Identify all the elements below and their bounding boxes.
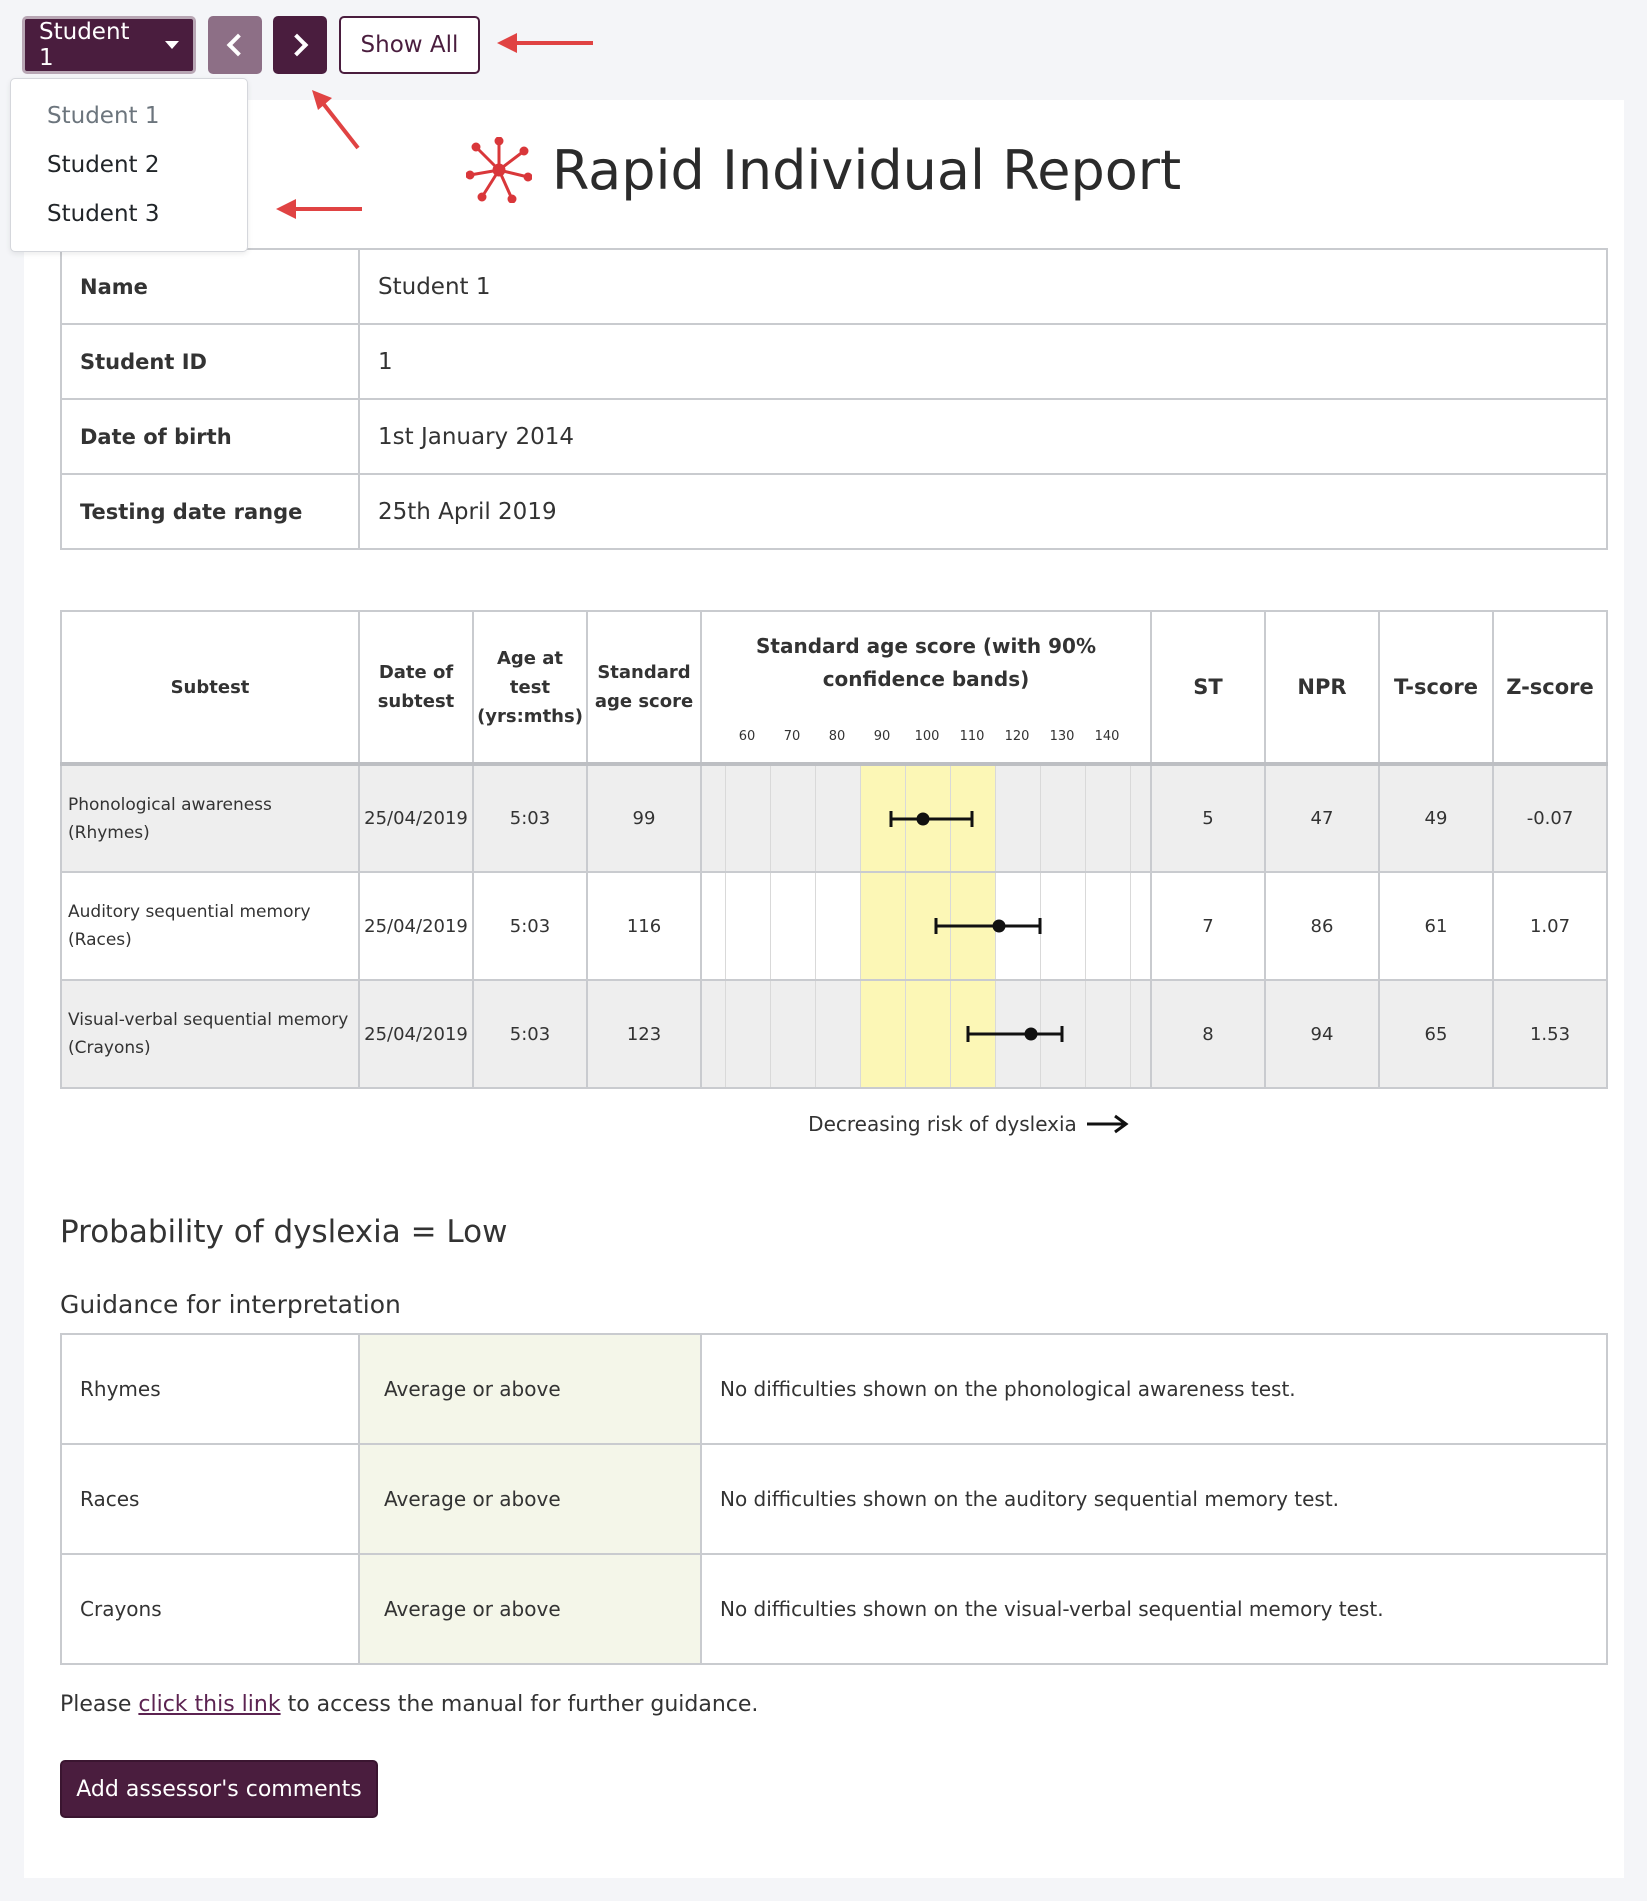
guidance-level: Average or above <box>359 1554 701 1664</box>
chart-gridline <box>770 873 771 979</box>
chart-title: Standard age score (with 90% confidence bands) <box>756 634 1096 691</box>
table-row <box>61 1334 1607 1444</box>
chart-tick-label: 120 <box>1004 729 1030 744</box>
npr-value: 94 <box>1265 980 1379 1088</box>
dropdown-item-student-1[interactable]: Student 1 <box>47 102 160 129</box>
asterisk-network-icon <box>466 137 532 203</box>
header-subtest: Subtest <box>61 611 359 764</box>
st-value: 8 <box>1151 980 1265 1088</box>
scores-header-row <box>61 611 1607 764</box>
info-row-name <box>61 249 1607 324</box>
tscore-value: 61 <box>1379 872 1493 980</box>
score-point <box>916 812 929 825</box>
report-title-text: Rapid Individual Report <box>551 138 1182 202</box>
subtest-date: 25/04/2019 <box>359 872 473 980</box>
chart-gridline <box>1130 981 1131 1087</box>
chart-gridline <box>815 873 816 979</box>
chart-tick-label: 110 <box>959 729 985 744</box>
zscore-value: 1.07 <box>1493 872 1607 980</box>
info-value: Student 1 <box>359 249 1607 324</box>
confidence-interval-cap <box>890 811 893 827</box>
chart-tick-label: 130 <box>1049 729 1075 744</box>
info-value: 1 <box>359 324 1607 399</box>
chart-gridline <box>725 766 726 871</box>
risk-caption-text: Decreasing risk of dyslexia <box>808 1112 1077 1136</box>
confidence-interval-cap <box>966 1026 969 1042</box>
confidence-band-cell <box>701 980 1151 1088</box>
confidence-interval-cap <box>935 918 938 934</box>
manual-text-before: Please <box>60 1692 139 1717</box>
confidence-interval-cap <box>1038 918 1041 934</box>
chart-gridline <box>995 766 996 871</box>
confidence-interval-line <box>891 817 972 820</box>
header-npr: NPR <box>1265 611 1379 764</box>
chart-tick-label: 60 <box>738 729 756 744</box>
manual-link[interactable]: click this link <box>138 1692 281 1717</box>
info-label: Name <box>61 249 359 324</box>
risk-caption <box>0 1112 1647 1136</box>
confidence-band-cell <box>701 872 1151 980</box>
chart-gridline <box>1040 766 1041 871</box>
score-point <box>1024 1028 1037 1041</box>
guidance-description: No difficulties shown on the phonological awareness test. <box>701 1334 1607 1444</box>
manual-text-after: to access the manual for further guidance. <box>280 1692 759 1717</box>
chart-gridline <box>1085 873 1086 979</box>
guidance-level: Average or above <box>359 1334 701 1444</box>
guidance-level: Average or above <box>359 1444 701 1554</box>
chart-gridline <box>860 873 861 979</box>
tscore-value: 65 <box>1379 980 1493 1088</box>
confidence-interval-line <box>936 925 1040 928</box>
student-select-label: Student 1 <box>39 19 130 71</box>
chart-gridline <box>1130 873 1131 979</box>
chart-gridline <box>1085 766 1086 871</box>
chart-gridline <box>950 981 951 1087</box>
standard-age-score: 123 <box>587 980 701 1088</box>
chart-gridline <box>725 981 726 1087</box>
guidance-subtest: Crayons <box>61 1554 359 1664</box>
info-label: Date of birth <box>61 399 359 474</box>
confidence-interval-cap <box>1061 1026 1064 1042</box>
standard-age-score: 116 <box>587 872 701 980</box>
info-label: Testing date range <box>61 474 359 549</box>
chart-gridline <box>1130 766 1131 871</box>
npr-value: 86 <box>1265 872 1379 980</box>
table-row <box>61 980 1607 1088</box>
student-select-dropdown[interactable] <box>22 16 196 74</box>
student-dropdown-menu <box>10 78 248 252</box>
age-at-test: 5:03 <box>473 980 587 1088</box>
chart-gridline <box>815 981 816 1087</box>
guidance-subtest: Rhymes <box>61 1334 359 1444</box>
chart-gridline <box>905 981 906 1087</box>
chart-gridline <box>860 766 861 871</box>
guidance-heading: Guidance for interpretation <box>60 1290 401 1319</box>
info-row-date-of-birth <box>61 399 1607 474</box>
chart-tick-label: 80 <box>828 729 846 744</box>
confidence-interval-line <box>968 1033 1063 1036</box>
chart-tick-label: 70 <box>783 729 801 744</box>
caret-down-icon <box>165 41 179 49</box>
guidance-description: No difficulties shown on the auditory sequential memory test. <box>701 1444 1607 1554</box>
chart-tick-label: 100 <box>914 729 940 744</box>
header-tscore: T-score <box>1379 611 1493 764</box>
chart-gridline <box>815 766 816 871</box>
annotation-arrow-dropdown <box>274 194 364 224</box>
info-label: Student ID <box>61 324 359 399</box>
chart-gridline <box>860 981 861 1087</box>
subtest-name: Auditory sequential memory (Races) <box>61 872 359 980</box>
subtest-date: 25/04/2019 <box>359 980 473 1088</box>
dyslexia-probability: Probability of dyslexia = Low <box>60 1214 508 1250</box>
guidance-table <box>60 1333 1608 1665</box>
chevron-right-icon <box>286 34 309 57</box>
scores-table <box>60 610 1608 1089</box>
chart-gridline <box>770 981 771 1087</box>
header-chart <box>701 611 1151 764</box>
age-at-test: 5:03 <box>473 872 587 980</box>
chart-tick-label: 140 <box>1094 729 1120 744</box>
show-all-button[interactable]: Show All <box>339 16 480 74</box>
manual-guidance-text <box>60 1692 758 1717</box>
dropdown-item-student-3[interactable]: Student 3 <box>47 200 160 227</box>
chart-gridline <box>905 873 906 979</box>
table-row <box>61 1444 1607 1554</box>
zscore-value: -0.07 <box>1493 764 1607 872</box>
score-point <box>993 920 1006 933</box>
header-st: ST <box>1151 611 1265 764</box>
subtest-date: 25/04/2019 <box>359 764 473 872</box>
npr-value: 47 <box>1265 764 1379 872</box>
age-at-test: 5:03 <box>473 764 587 872</box>
arrow-right-icon <box>1087 1114 1129 1134</box>
chart-gridline <box>1085 981 1086 1087</box>
guidance-description: No difficulties shown on the visual-verbal sequential memory test. <box>701 1554 1607 1664</box>
chart-tick-label: 90 <box>873 729 891 744</box>
header-date: Date of subtest <box>359 611 473 764</box>
table-row <box>61 764 1607 872</box>
subtest-name: Visual-verbal sequential memory (Crayons) <box>61 980 359 1088</box>
tscore-value: 49 <box>1379 764 1493 872</box>
confidence-band-cell <box>701 764 1151 872</box>
zscore-value: 1.53 <box>1493 980 1607 1088</box>
next-student-button[interactable] <box>273 16 327 74</box>
chart-gridline <box>725 873 726 979</box>
annotation-arrow-next <box>308 86 370 154</box>
info-value: 25th April 2019 <box>359 474 1607 549</box>
annotation-arrow-show-all <box>495 28 595 58</box>
dropdown-item-student-2[interactable]: Student 2 <box>47 151 160 178</box>
chart-gridline <box>770 766 771 871</box>
info-row-student-id <box>61 324 1607 399</box>
add-assessor-comments-button[interactable]: Add assessor's comments <box>60 1760 378 1818</box>
header-standard-score: Standard age score <box>587 611 701 764</box>
header-zscore: Z-score <box>1493 611 1607 764</box>
previous-student-button[interactable] <box>208 16 262 74</box>
guidance-subtest: Races <box>61 1444 359 1554</box>
table-row <box>61 872 1607 980</box>
table-row <box>61 1554 1607 1664</box>
subtest-name: Phonological awareness (Rhymes) <box>61 764 359 872</box>
student-info-table <box>60 248 1608 550</box>
info-row-testing-date <box>61 474 1607 549</box>
st-value: 7 <box>1151 872 1265 980</box>
info-value: 1st January 2014 <box>359 399 1607 474</box>
header-age: Age at test (yrs:mths) <box>473 611 587 764</box>
confidence-interval-cap <box>971 811 974 827</box>
chevron-left-icon <box>227 34 250 57</box>
standard-age-score: 99 <box>587 764 701 872</box>
st-value: 5 <box>1151 764 1265 872</box>
